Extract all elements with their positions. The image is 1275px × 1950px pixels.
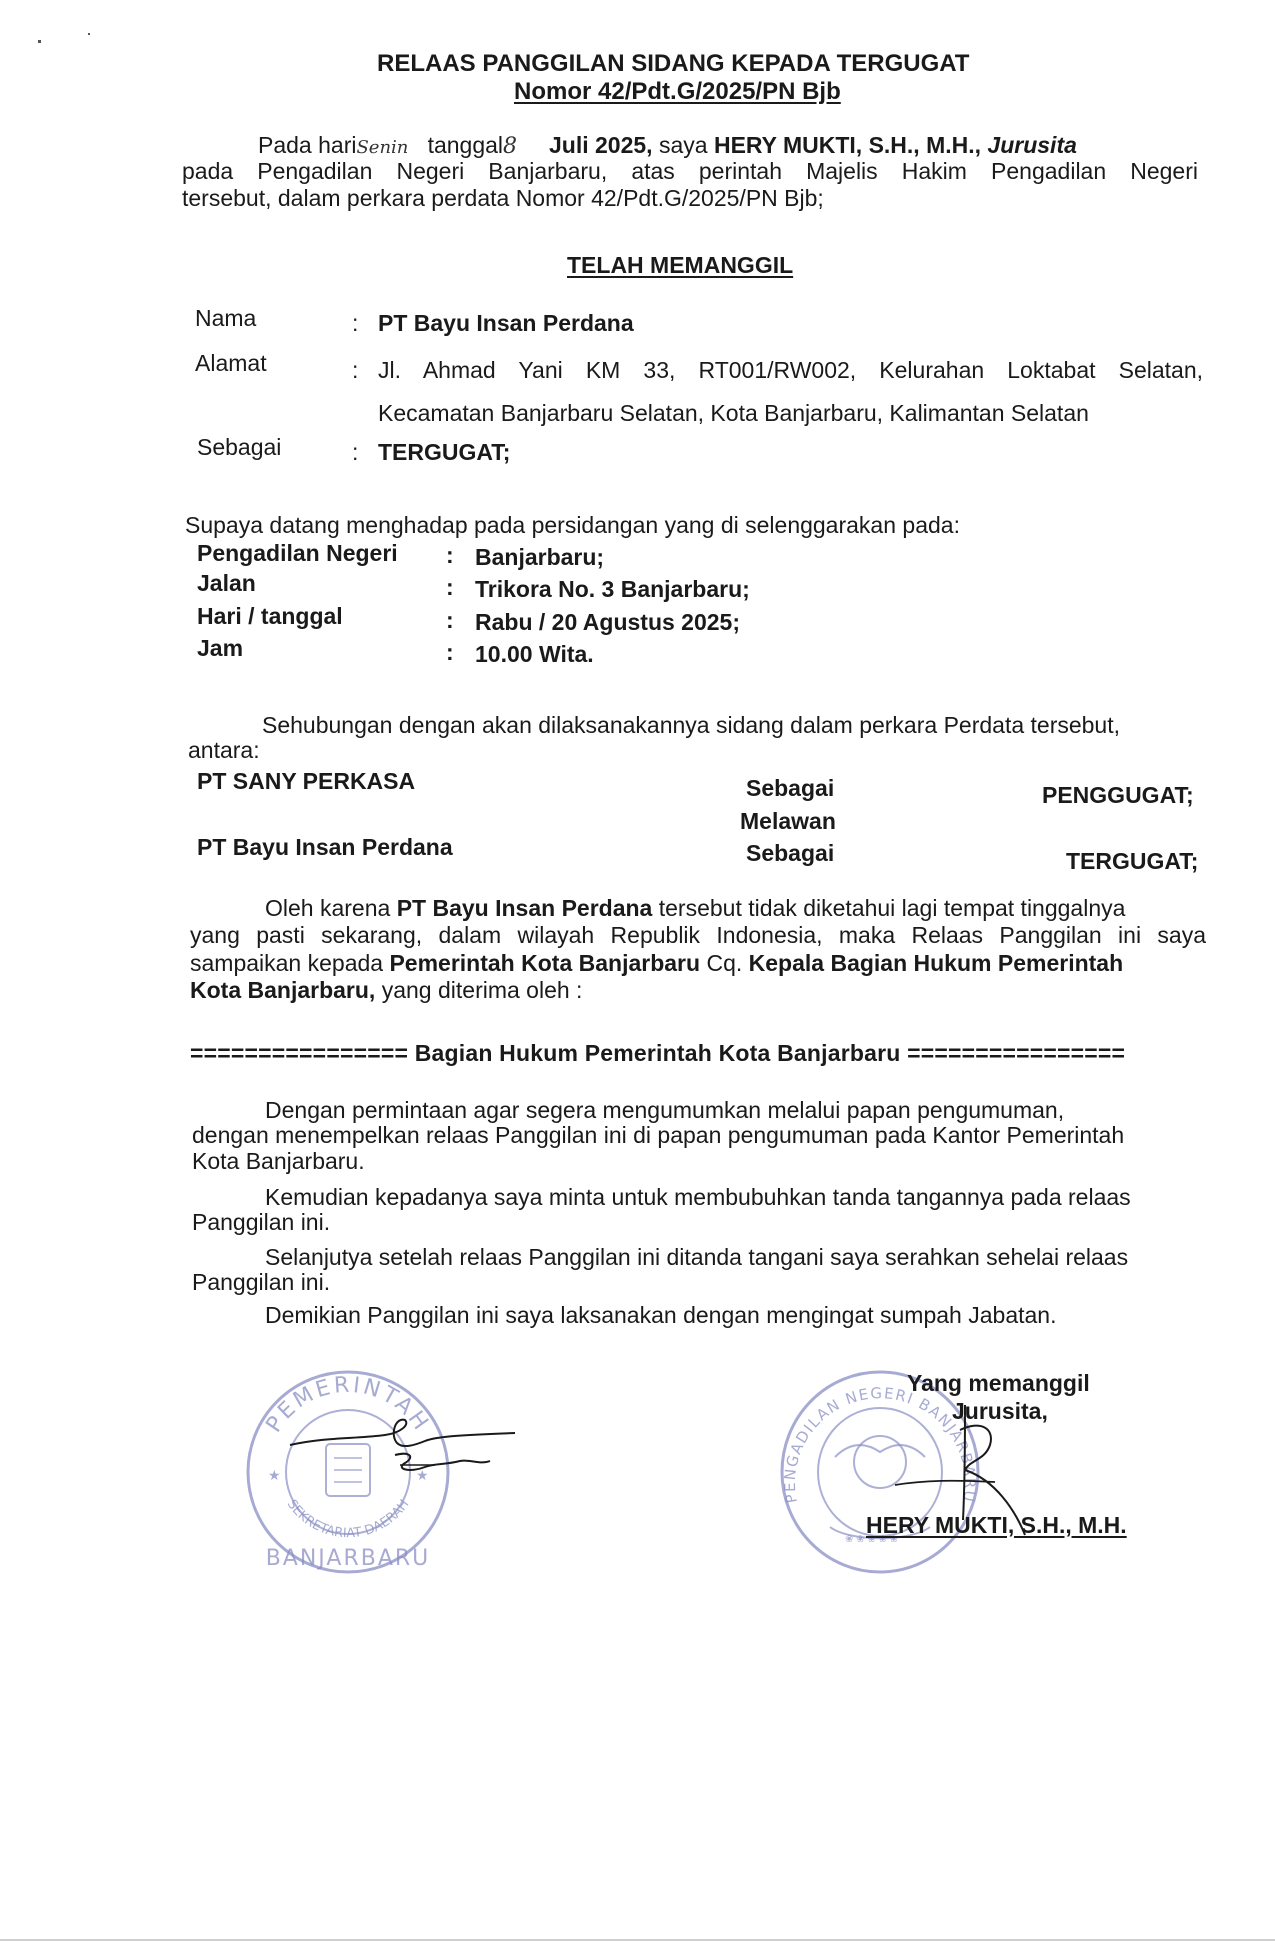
document-number: Nomor 42/Pdt.G/2025/PN Bjb bbox=[514, 78, 841, 105]
hearing-colon: : bbox=[446, 542, 454, 568]
receiver-line: ================ Bagian Hukum Pemerintah Kota Banjarbaru ================ bbox=[190, 1040, 1126, 1066]
hearing-colon: : bbox=[446, 607, 454, 633]
opening-line-3: tersebut, dalam perkara perdata Nomor 42/Pdt.G/2025/PN Bjb; bbox=[182, 185, 824, 211]
nama-label: Nama bbox=[195, 305, 257, 331]
plaintiff-sebagai: Sebagai bbox=[746, 775, 835, 801]
svg-text:PENGADILAN NEGERI BANJARBARU: PENGADILAN NEGERI BANJARBARU bbox=[780, 1384, 980, 1505]
oleh-kota: Kota Banjarbaru, bbox=[190, 977, 376, 1003]
officer-role: Jurusita bbox=[987, 132, 1077, 158]
scan-speck bbox=[38, 40, 41, 43]
sebagai-label: Sebagai bbox=[197, 434, 282, 460]
defendant-role: TERGUGAT; bbox=[1066, 848, 1199, 874]
opening-line-1 bbox=[258, 132, 1077, 161]
saya-text: saya bbox=[658, 132, 708, 158]
oleh-text-c: tersebut tidak diketahui lagi tempat tinggalnya bbox=[658, 895, 1126, 921]
alamat-line-2: Kecamatan Banjarbaru Selatan, Kota Banjarbaru, Kalimantan Selatan bbox=[378, 400, 1089, 426]
closing-p2-line-1: Kemudian kepadanya saya minta untuk membubuhkan tanda tangannya pada relaas bbox=[265, 1184, 1131, 1210]
hearing-value-court: Banjarbaru; bbox=[475, 544, 605, 570]
sehubungan-line-1: Sehubungan dengan akan dilaksanakannya sidang dalam perkara Perdata tersebut, bbox=[262, 712, 1121, 738]
oleh-text-kepada: sampaikan kepada bbox=[190, 950, 384, 976]
oleh-text-a: Oleh karena bbox=[265, 895, 391, 921]
closing-p1-line-2: dengan menempelkan relaas Panggilan ini di papan pengumuman pada Kantor Pemerintah bbox=[192, 1122, 1125, 1148]
plaintiff-name: PT SANY PERKASA bbox=[197, 768, 416, 794]
scan-speck bbox=[88, 33, 90, 35]
svg-text:★: ★ bbox=[416, 1467, 429, 1483]
plaintiff-role: PENGGUGAT; bbox=[1042, 782, 1194, 808]
officer-name: HERY MUKTI, S.H., M.H., bbox=[713, 132, 982, 158]
signature-line-2: Jurusita, bbox=[952, 1398, 1048, 1424]
closing-p1-line-3: Kota Banjarbaru. bbox=[192, 1148, 365, 1174]
telah-memanggil-heading: TELAH MEMANGGIL bbox=[567, 252, 794, 278]
date-month-year: Juli 2025, bbox=[549, 132, 653, 158]
oleh-pemkot: Pemerintah Kota Banjarbaru bbox=[389, 950, 701, 976]
opening-line-2: pada Pengadilan Negeri Banjarbaru, atas perintah Majelis Hakim Pengadilan Negeri bbox=[182, 158, 1198, 184]
alamat-colon: : bbox=[352, 357, 359, 383]
oleh-kabag: Kepala Bagian Hukum Pemerintah bbox=[748, 950, 1124, 976]
oleh-diterima: yang diterima oleh : bbox=[381, 977, 583, 1003]
closing-p3-line-1: Selanjutya setelah relaas Panggilan ini ditanda tangani saya serahkan sehelai relaas bbox=[265, 1244, 1129, 1270]
oleh-line-4 bbox=[190, 977, 582, 1004]
oleh-party: PT Bayu Insan Perdana bbox=[396, 895, 653, 921]
hearing-label-street: Jalan bbox=[197, 570, 256, 596]
hearing-colon: : bbox=[446, 574, 454, 600]
signature-line-1: Yang memanggil bbox=[907, 1370, 1090, 1396]
tanggal-text: tanggal bbox=[427, 132, 504, 158]
melawan-text: Melawan bbox=[740, 808, 836, 834]
sebagai-colon: : bbox=[352, 439, 359, 465]
nama-colon: : bbox=[352, 310, 359, 336]
closing-p2-line-2: Panggilan ini. bbox=[192, 1209, 331, 1235]
handwritten-day: Senin bbox=[356, 137, 409, 158]
alamat-label: Alamat bbox=[195, 350, 267, 376]
oleh-cq: Cq. bbox=[706, 950, 743, 976]
hearing-label-court: Pengadilan Negeri bbox=[197, 540, 398, 566]
document-title: RELAAS PANGGILAN SIDANG KEPADA TERGUGAT bbox=[377, 50, 970, 77]
hearing-colon: : bbox=[446, 639, 454, 665]
alamat-line-1: Jl. Ahmad Yani KM 33, RT001/RW002, Kelurahan Loktabat Selatan, bbox=[378, 357, 1203, 383]
supaya-text: Supaya datang menghadap pada persidangan yang di selenggarakan pada: bbox=[185, 512, 960, 538]
nama-value: PT Bayu Insan Perdana bbox=[378, 310, 634, 336]
svg-text:PEMERINTAH: PEMERINTAH bbox=[261, 1372, 435, 1438]
closing-p4: Demikian Panggilan ini saya laksanakan dengan mengingat sumpah Jabatan. bbox=[265, 1302, 1057, 1328]
defendant-sebagai: Sebagai bbox=[746, 840, 835, 866]
hearing-value-date: Rabu / 20 Agustus 2025; bbox=[475, 609, 741, 635]
sebagai-value: TERGUGAT; bbox=[378, 439, 511, 465]
page-bottom-edge bbox=[0, 1939, 1275, 1941]
svg-text:BANJARBARU: BANJARBARU bbox=[265, 1546, 431, 1571]
svg-text:SEKRETARIAT DAERAH: SEKRETARIAT DAERAH bbox=[283, 1497, 413, 1542]
pada-hari-text: Pada hari bbox=[258, 132, 357, 158]
svg-text:❀ ❀ ❀ ❀ ❀: ❀ ❀ ❀ ❀ ❀ bbox=[845, 1534, 899, 1545]
hearing-label-time: Jam bbox=[197, 635, 244, 661]
defendant-name: PT Bayu Insan Perdana bbox=[197, 834, 453, 860]
oleh-line-3 bbox=[190, 950, 1123, 977]
officer-signature-name: HERY MUKTI, S.H., M.H. bbox=[866, 1512, 1127, 1538]
svg-text:★: ★ bbox=[268, 1467, 281, 1483]
oleh-line-1 bbox=[265, 895, 1125, 922]
sehubungan-line-2: antara: bbox=[188, 737, 260, 763]
receiver-signature-icon bbox=[285, 1415, 525, 1505]
handwritten-date: 8 bbox=[503, 134, 518, 159]
hearing-value-street: Trikora No. 3 Banjarbaru; bbox=[475, 576, 750, 602]
closing-p1-line-1: Dengan permintaan agar segera mengumumkan melalui papan pengumuman, bbox=[265, 1097, 1065, 1123]
closing-p3-line-2: Panggilan ini. bbox=[192, 1269, 331, 1295]
hearing-value-time: 10.00 Wita. bbox=[475, 641, 594, 667]
hearing-label-date: Hari / tanggal bbox=[197, 603, 343, 629]
oleh-line-2: yang pasti sekarang, dalam wilayah Republik Indonesia, maka Relaas Panggilan ini saya bbox=[190, 922, 1206, 948]
